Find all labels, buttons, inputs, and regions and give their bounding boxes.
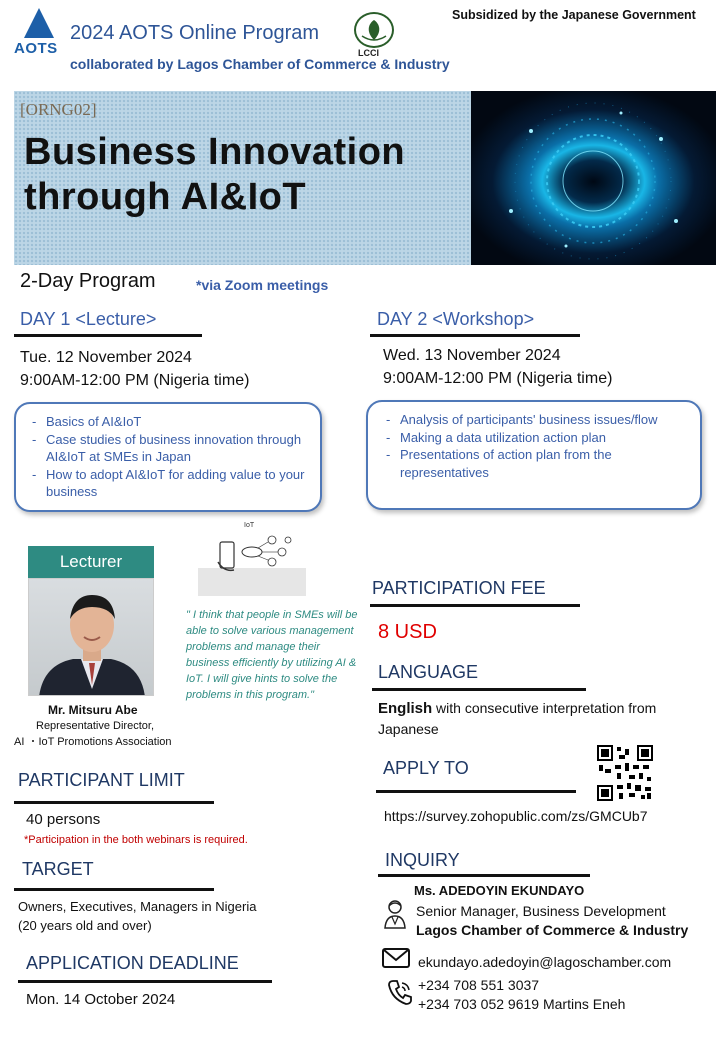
apply-underline [376, 790, 576, 793]
course-title-line2: through AI&IoT [24, 176, 307, 218]
iot-device-icon [198, 522, 306, 596]
target-underline [14, 888, 214, 891]
subsidy-note: Subsidized by the Japanese Government [452, 8, 696, 22]
program-title: 2024 AOTS Online Program [70, 22, 320, 44]
contact-phone-2[interactable]: +234 703 052 9619 Martins Eneh [418, 996, 626, 1012]
target-line-2: (20 years old and over) [18, 918, 152, 933]
day1-date: Tue. 12 November 2024 [20, 349, 192, 366]
lcci-seal-icon [354, 12, 394, 48]
contact-role: Senior Manager, Business Development [416, 903, 666, 919]
apply-heading: APPLY TO [383, 758, 469, 778]
lecturer-organization: AI ・IoT Promotions Association [14, 736, 172, 748]
aots-logo [14, 8, 64, 60]
day2-time: 9:00AM-12:00 PM (Nigeria time) [383, 370, 613, 387]
contact-email-link[interactable]: ekundayo.adedoyin@lagoschamber.com [418, 954, 672, 970]
deadline-value: Mon. 14 October 2024 [26, 991, 176, 1008]
lecturer-quote: " I think that people in SMEs will be able to solve various management problems and manage their business efficiently by utilizing AI & IoT. I will give hints to solve the problems in this program." [186, 609, 358, 701]
course-title [24, 130, 405, 220]
participation-note: *Participation in the both webinars is required. [24, 834, 248, 846]
list-item: - Basics of AI&IoT [28, 413, 310, 431]
day1-topics-list [28, 413, 310, 501]
day1-underline [14, 334, 202, 337]
lcci-logo [344, 10, 404, 60]
deadline-underline [18, 980, 272, 983]
inquiry-underline [378, 874, 590, 877]
lecturer-name: Mr. Mitsuru Abe [48, 703, 138, 717]
contact-phone-1[interactable]: +234 708 551 3037 [418, 977, 540, 993]
program-label: 2-Day Program [20, 270, 156, 292]
collaboration-note: collaborated by Lagos Chamber of Commerce & Industry [70, 56, 450, 72]
course-title-line1: Business Innovation [24, 131, 406, 173]
course-code: [ORNG02] [20, 100, 97, 119]
language-underline [372, 688, 586, 691]
day2-underline [370, 334, 580, 337]
target-heading: TARGET [22, 859, 94, 879]
zoom-note: *via Zoom meetings [196, 277, 329, 293]
language-main: English [378, 700, 433, 717]
contact-name: Ms. ADEDOYIN EKUNDAYO [414, 883, 585, 898]
aots-logo-text: AOTS [14, 40, 58, 57]
fee-heading: PARTICIPATION FEE [372, 578, 546, 598]
target-text [18, 897, 256, 935]
iot-illustration [198, 522, 306, 596]
list-item: - Analysis of participants' business issues/flow [382, 411, 682, 429]
aots-logo-triangle-icon [24, 8, 54, 38]
phone-icon [388, 979, 412, 1005]
lecturer-photo [28, 578, 154, 696]
apply-url-link[interactable]: https://survey.zohopublic.com/zs/GMCUb7 [384, 808, 648, 824]
list-item: - Case studies of business innovation through AI&IoT at SMEs in Japan [28, 431, 310, 466]
contact-person-icon [383, 898, 407, 930]
target-line-1: Owners, Executives, Managers in Nigeria [18, 899, 257, 914]
list-item: - Making a data utilization action plan [382, 429, 682, 447]
lecturer-heading: Lecturer [28, 546, 154, 578]
language-text [378, 698, 688, 739]
list-item: - Presentations of action plan from the representatives [382, 446, 682, 481]
language-detail: with consecutive interpretation from Japanese [378, 700, 657, 737]
participant-limit-heading: PARTICIPANT LIMIT [18, 770, 185, 790]
participant-limit-value: 40 persons [26, 811, 101, 828]
inquiry-heading: INQUIRY [385, 850, 460, 870]
contact-organization: Lagos Chamber of Commerce & Industry [416, 922, 689, 938]
day1-time: 9:00AM-12:00 PM (Nigeria time) [20, 372, 250, 389]
list-item: - How to adopt AI&IoT for adding value to your business [28, 466, 310, 501]
day2-heading: DAY 2 <Workshop> [377, 309, 535, 329]
qr-code-icon[interactable] [597, 745, 653, 801]
email-icon [382, 948, 410, 968]
lcci-logo-text: LCCI [358, 48, 379, 58]
iot-illustration-label: IoT [244, 522, 255, 529]
day2-date: Wed. 13 November 2024 [383, 347, 561, 364]
fee-underline [370, 604, 580, 607]
day1-heading: DAY 1 <Lecture> [20, 309, 157, 329]
language-heading: LANGUAGE [378, 662, 479, 682]
lecturer-role: Representative Director, [36, 720, 154, 732]
ai-network-image [471, 91, 716, 265]
day1-topics-box [14, 402, 322, 512]
day2-topics-list [382, 411, 682, 481]
day2-topics-box [366, 400, 702, 510]
participant-limit-underline [14, 801, 214, 804]
fee-value: 8 USD [378, 621, 437, 643]
deadline-heading: APPLICATION DEADLINE [26, 953, 239, 973]
